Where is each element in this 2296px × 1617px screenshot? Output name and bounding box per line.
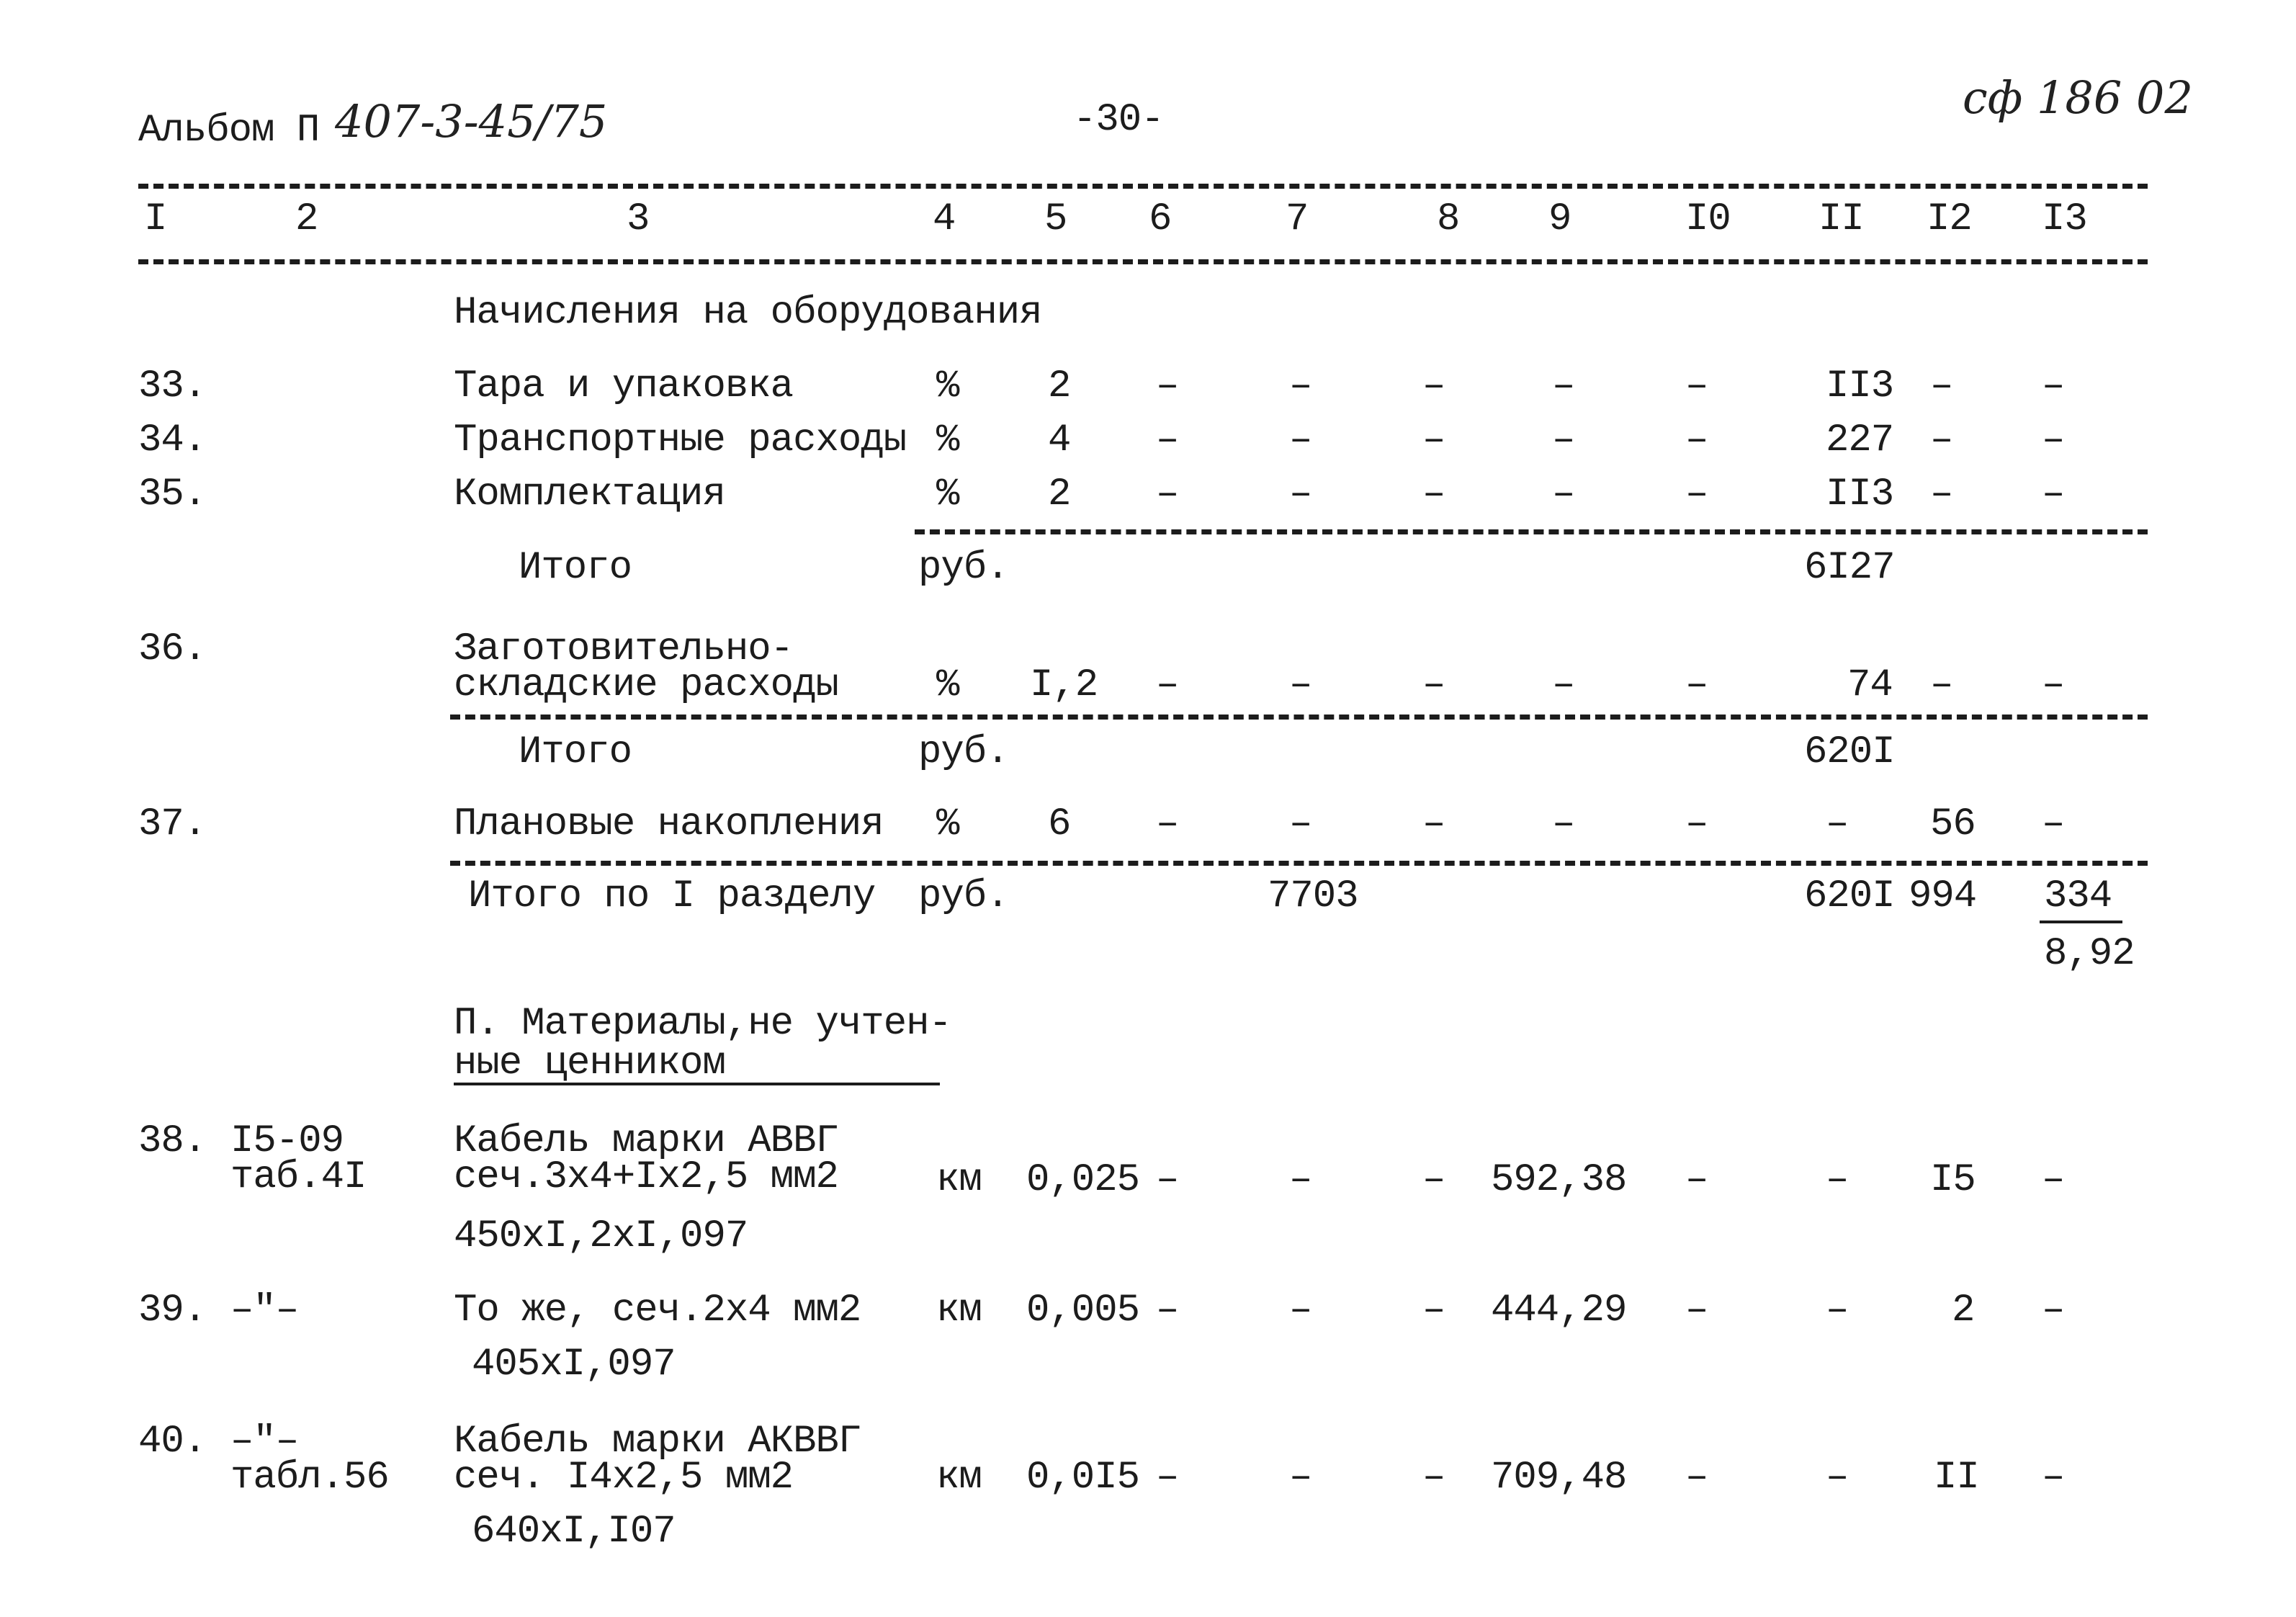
cell-col11: – (1826, 1456, 1849, 1500)
cell-col13-numerator: 334 (2044, 874, 2112, 918)
cell-col9: 592,38 (1491, 1158, 1627, 1202)
row-number: 39. (138, 1289, 207, 1332)
cell-col12: II (1934, 1456, 1979, 1500)
subtotal-unit: руб. (918, 546, 1009, 590)
cell-col13-denominator: 8,92 (2044, 932, 2135, 976)
column-header: 7 (1286, 197, 1309, 241)
row-unit: км (936, 1158, 982, 1202)
subtotal-unit: руб. (918, 730, 1009, 774)
cell-col12: 2 (1952, 1289, 1975, 1332)
row-unit: % (936, 802, 959, 846)
cell-col6: – (1156, 472, 1179, 516)
subtotal-rule (450, 861, 2148, 866)
album-number-handwritten: 407-3-45/75 (335, 95, 608, 148)
cell-col5: 2 (1048, 364, 1071, 408)
cell-col7: – (1289, 1158, 1312, 1202)
subtotal-label: Итого (519, 730, 632, 774)
cell-col7: – (1289, 663, 1312, 707)
row-number: 38. (138, 1119, 207, 1163)
cell-col11: 74 (1847, 663, 1893, 707)
header-rule-bottom (138, 259, 2148, 264)
row-name: Плановые накопления (454, 802, 884, 846)
cell-col8: – (1422, 1289, 1445, 1332)
cell-col7: 7703 (1268, 874, 1358, 918)
cell-col12: I5 (1930, 1158, 1976, 1202)
section2-underline (454, 1083, 940, 1085)
cell-col11: – (1826, 802, 1849, 846)
corner-handwritten-code: сф 186 02 (1963, 71, 2193, 124)
page-number: -30- (1073, 98, 1164, 142)
section-title: Начисления на оборудования (454, 291, 1042, 335)
row-number: 33. (138, 364, 207, 408)
cell-col11: – (1826, 1158, 1849, 1202)
section-total-unit: руб. (918, 874, 1009, 918)
row-unit: % (936, 663, 959, 707)
cell-col6: – (1156, 364, 1179, 408)
row-reference-line1: –"– (230, 1420, 299, 1464)
column-header: 9 (1548, 197, 1571, 241)
row-unit: % (936, 472, 959, 516)
cell-col9: – (1552, 364, 1575, 408)
cell-col5: 4 (1048, 418, 1071, 462)
row-unit: % (936, 418, 959, 462)
row-number: 40. (138, 1420, 207, 1464)
cell-col11: II3 (1826, 472, 1894, 516)
row-unit: км (936, 1289, 982, 1332)
cell-col7: – (1289, 1456, 1312, 1500)
row-reference-line2: таб.4I (230, 1155, 367, 1199)
cell-col9: – (1552, 472, 1575, 516)
cell-col7: – (1289, 802, 1312, 846)
column-header: 5 (1044, 197, 1067, 241)
header-rule-top (138, 184, 2148, 189)
row-reference-line1: –"– (230, 1289, 299, 1332)
row-name-line2: сеч. I4х2,5 мм2 (454, 1456, 794, 1500)
section2-title-line2: ные ценником (454, 1042, 725, 1085)
row-number: 34. (138, 418, 207, 462)
cell-col10: – (1685, 1289, 1708, 1332)
cell-col8: – (1422, 1158, 1445, 1202)
column-header: 3 (627, 197, 650, 241)
cell-col11: 6I27 (1804, 546, 1895, 590)
cell-col7: – (1289, 1289, 1312, 1332)
section2-title-line1: П. Материалы,не учтен- (454, 1002, 951, 1046)
cell-col13: – (2042, 418, 2065, 462)
cell-col9: – (1552, 663, 1575, 707)
row-name-line2: сеч.3х4+Iх2,5 мм2 (454, 1155, 838, 1199)
column-header: 4 (933, 197, 956, 241)
row-name-line2: складские расходы (454, 663, 838, 707)
column-header: II (1819, 197, 1864, 241)
cell-col10: – (1685, 1456, 1708, 1500)
cell-col7: – (1289, 472, 1312, 516)
row-unit: км (936, 1456, 982, 1500)
row-calculation: 640хI,I07 (472, 1510, 676, 1554)
cell-col11: 620I (1804, 730, 1895, 774)
cell-col12: 56 (1930, 802, 1976, 846)
row-reference-line1: I5-09 (230, 1119, 344, 1163)
column-header: 6 (1149, 197, 1172, 241)
cell-col13: – (2042, 802, 2065, 846)
cell-col10: – (1685, 472, 1708, 516)
cell-col10: – (1685, 364, 1708, 408)
cell-col12: 994 (1909, 874, 1977, 918)
album-label: Альбом П (138, 109, 320, 153)
column-header: I0 (1685, 197, 1731, 241)
cell-col6: – (1156, 802, 1179, 846)
cell-col9: 709,48 (1491, 1456, 1627, 1500)
column-header: I (144, 197, 167, 241)
cell-col5: 0,0I5 (1026, 1456, 1140, 1500)
section-total-label: Итого по I разделу (468, 874, 876, 918)
cell-col12: – (1930, 663, 1953, 707)
row-number: 37. (138, 802, 207, 846)
cell-col6: – (1156, 1289, 1179, 1332)
row-calculation: 450хI,2хI,097 (454, 1214, 748, 1258)
row-name-line1: То же, сеч.2х4 мм2 (454, 1289, 861, 1332)
cell-col8: – (1422, 802, 1445, 846)
row-reference-line2: табл.56 (230, 1456, 389, 1500)
cell-col13: – (2042, 663, 2065, 707)
row-name-line1: Кабель марки АКВВГ (454, 1420, 861, 1464)
cell-col7: – (1289, 418, 1312, 462)
cell-col11: II3 (1826, 364, 1894, 408)
cell-col10: – (1685, 1158, 1708, 1202)
column-header: 8 (1437, 197, 1460, 241)
row-name: Транспортные расходы (454, 418, 907, 462)
cell-col9: – (1552, 802, 1575, 846)
cell-col13: – (2042, 364, 2065, 408)
row-number: 36. (138, 627, 207, 671)
cell-col5: 6 (1048, 802, 1071, 846)
column-header: I2 (1927, 197, 1972, 241)
row-name-line1: Заготовительно- (454, 627, 794, 671)
subtotal-label: Итого (519, 546, 632, 590)
cell-col13: – (2042, 1158, 2065, 1202)
cell-col11: – (1826, 1289, 1849, 1332)
cell-col8: – (1422, 472, 1445, 516)
cell-col6: – (1156, 418, 1179, 462)
cell-col5: 0,005 (1026, 1289, 1140, 1332)
cell-col11: 227 (1826, 418, 1894, 462)
cell-col12: – (1930, 418, 1953, 462)
cell-col7: – (1289, 364, 1312, 408)
cell-col6: – (1156, 1158, 1179, 1202)
cell-col11: 620I (1804, 874, 1895, 918)
cell-col9: 444,29 (1491, 1289, 1627, 1332)
subtotal-rule (915, 529, 2148, 534)
cell-col12: – (1930, 364, 1953, 408)
cell-col8: – (1422, 418, 1445, 462)
cell-col10: – (1685, 802, 1708, 846)
cell-col10: – (1685, 663, 1708, 707)
row-unit: % (936, 364, 959, 408)
column-header: 2 (295, 197, 318, 241)
cell-col5: 0,025 (1026, 1158, 1140, 1202)
cell-col5: 2 (1048, 472, 1071, 516)
cell-col12: – (1930, 472, 1953, 516)
cell-col10: – (1685, 418, 1708, 462)
cell-col6: – (1156, 663, 1179, 707)
row-number: 35. (138, 472, 207, 516)
subtotal-rule (450, 715, 2148, 720)
cell-col8: – (1422, 1456, 1445, 1500)
row-name: Комплектация (454, 472, 725, 516)
column-header: I3 (2042, 197, 2087, 241)
cell-col9: – (1552, 418, 1575, 462)
fraction-bar (2040, 921, 2122, 923)
row-name: Тара и упаковка (454, 364, 794, 408)
cell-col8: – (1422, 663, 1445, 707)
cell-col13: – (2042, 1456, 2065, 1500)
cell-col5: I,2 (1030, 663, 1098, 707)
cell-col8: – (1422, 364, 1445, 408)
cell-col13: – (2042, 1289, 2065, 1332)
cell-col13: – (2042, 472, 2065, 516)
cell-col6: – (1156, 1456, 1179, 1500)
row-calculation: 405хI,097 (472, 1343, 676, 1387)
row-name-line1: Кабель марки АВВГ (454, 1119, 838, 1163)
